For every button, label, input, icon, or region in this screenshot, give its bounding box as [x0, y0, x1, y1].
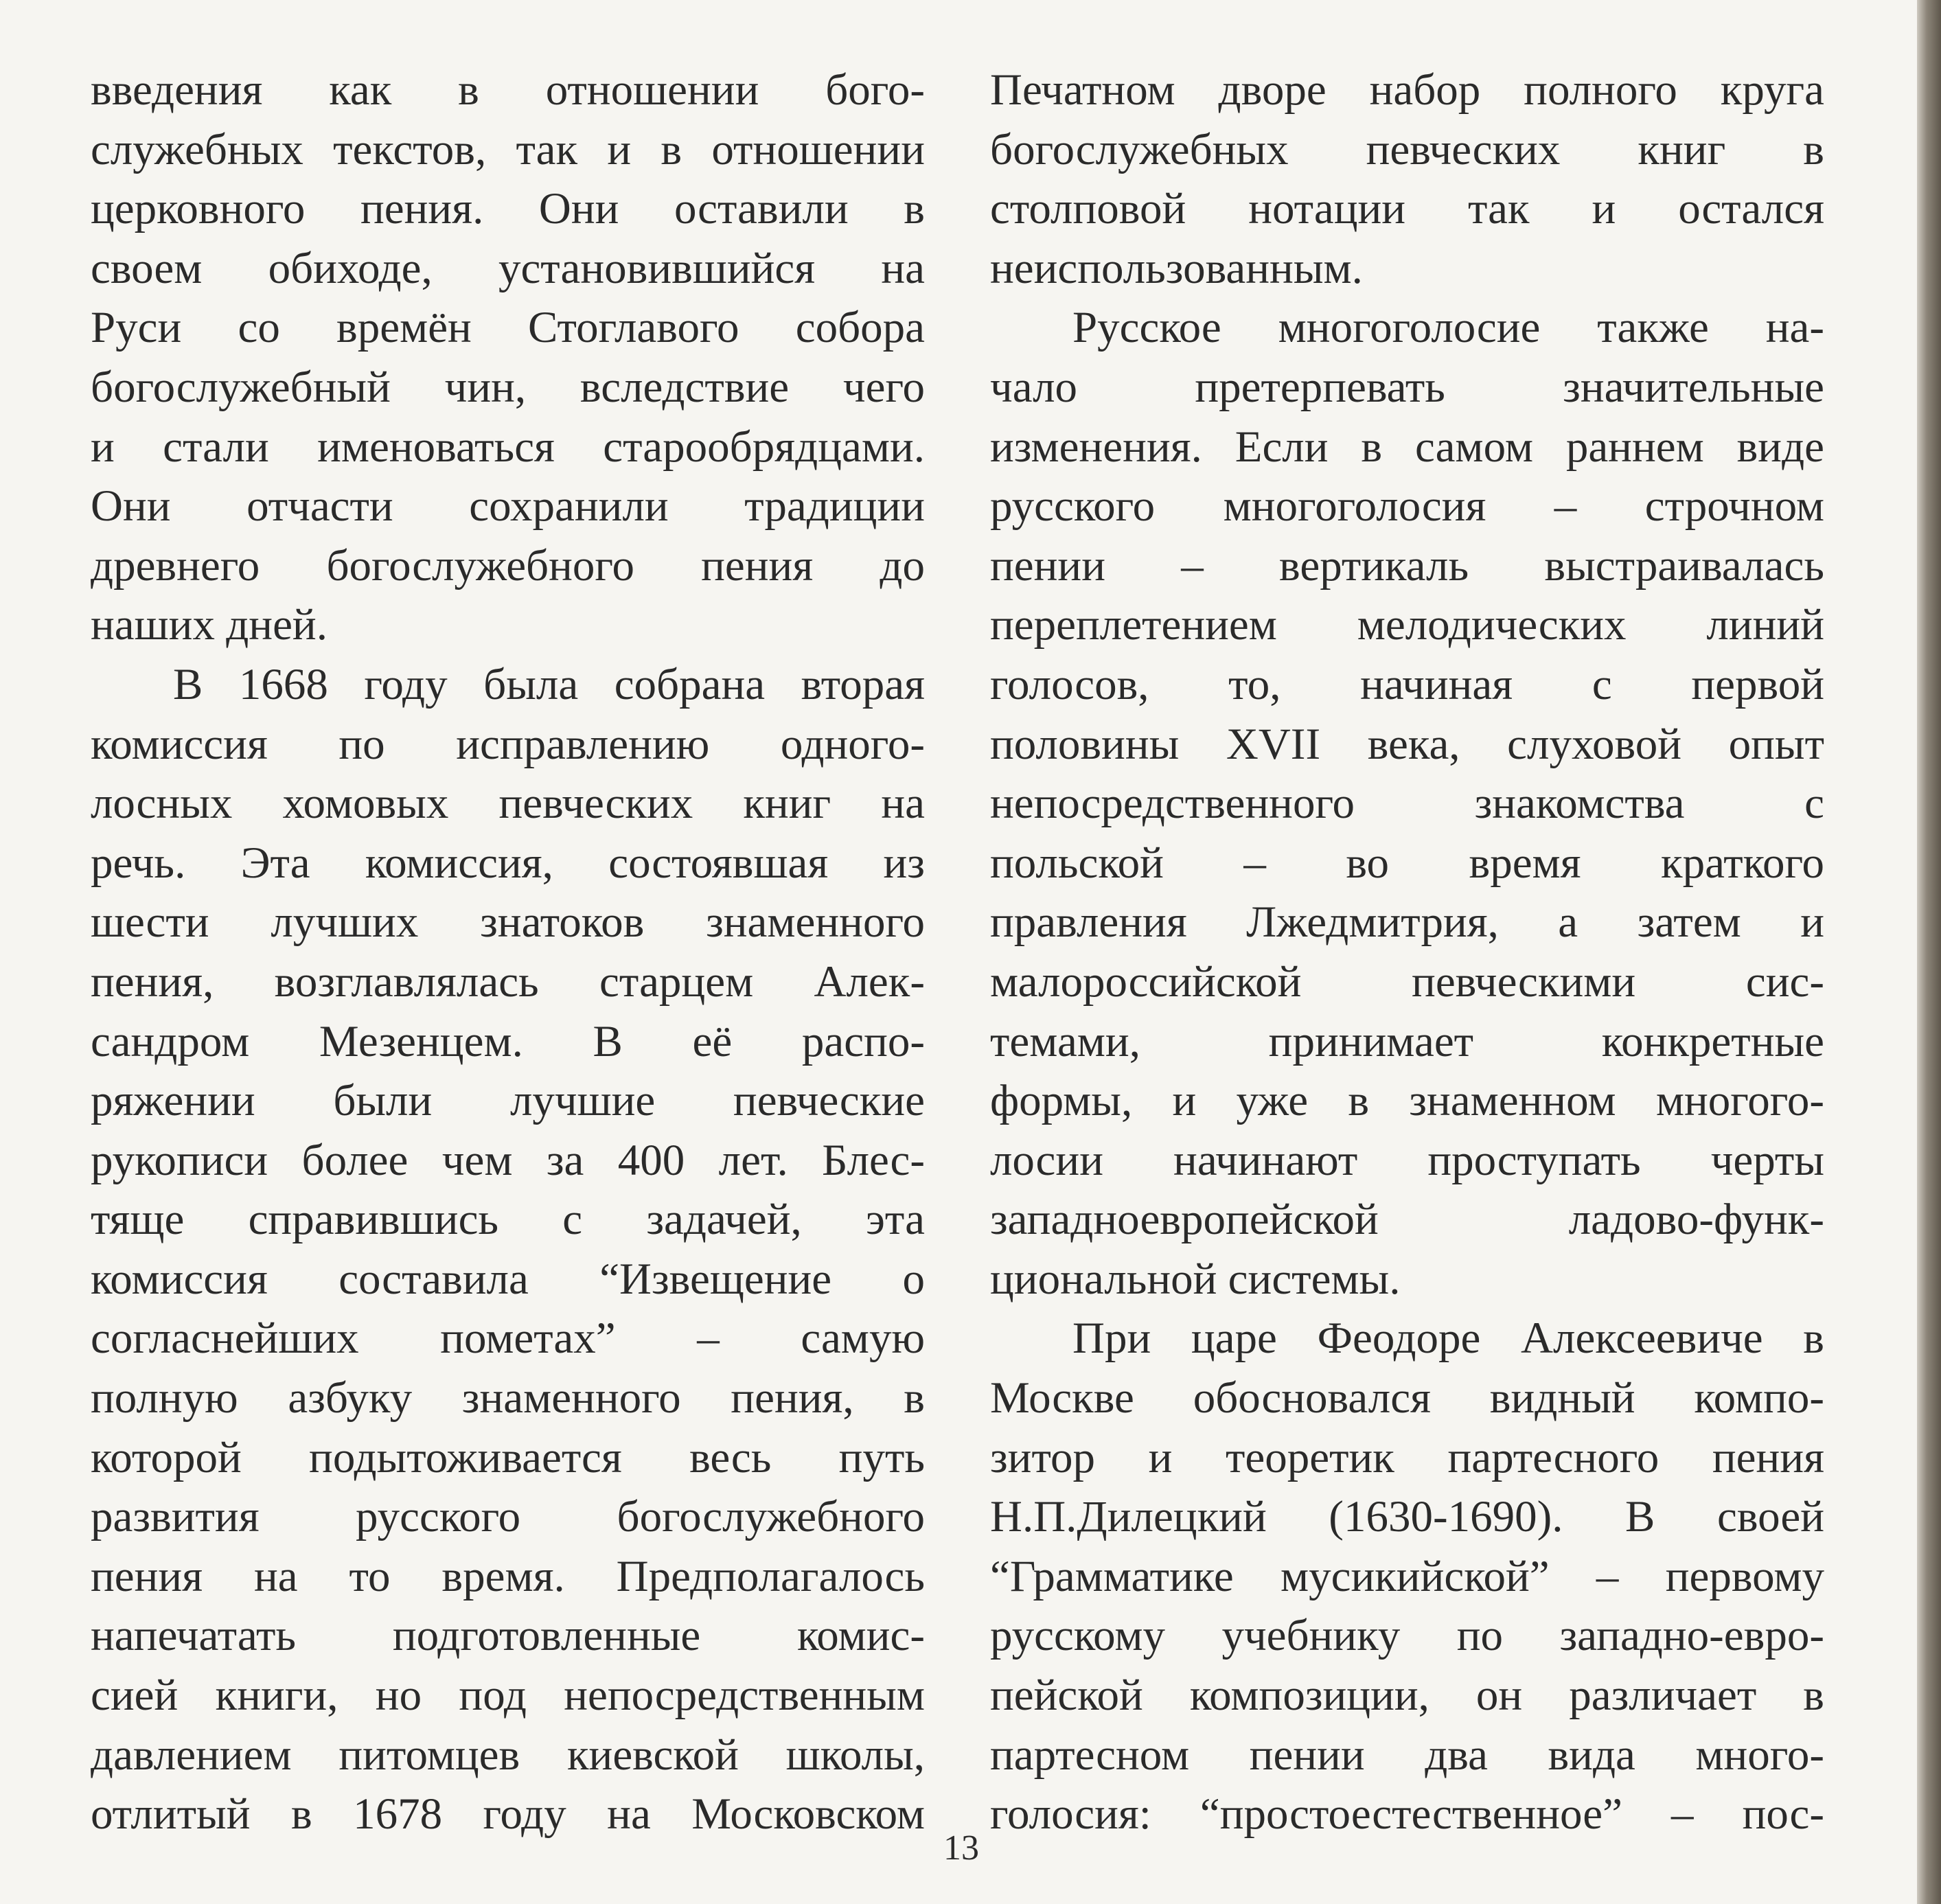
text-line: богослужебный чин, вследствие чего	[91, 362, 925, 412]
text-line: пении – вертикаль выстраивалась	[990, 540, 1824, 590]
right-text-column	[990, 60, 1824, 1844]
text-line: голосов, то, начиная с первой	[990, 659, 1824, 709]
text-line: которой подытоживается весь путь	[91, 1432, 925, 1482]
text-line: своем обиходе, установившийся на	[91, 243, 925, 293]
text-line: русского многоголосия – строчном	[990, 481, 1824, 531]
text-line: непосредственного знакомства с	[990, 779, 1824, 829]
text-line: “Грамматике мусикийской” – первому	[990, 1551, 1824, 1601]
text-line: Печатном дворе набор полного круга	[990, 65, 1824, 115]
text-line: речь. Эта комиссия, состоявшая из	[91, 838, 925, 888]
text-line: пейской композиции, он различает в	[990, 1671, 1824, 1721]
text-line: давлением питомцев киевской школы,	[91, 1730, 925, 1780]
book-spine-edge	[1917, 0, 1941, 1904]
text-line: неиспользованным.	[990, 243, 1363, 293]
text-line: и стали именоваться старообрядцами.	[91, 422, 925, 472]
text-line: введения как в отношении бого-	[91, 65, 925, 115]
text-line: малороссийской певческими сис-	[990, 956, 1824, 1007]
text-line: половины XVII века, слуховой опыт	[990, 719, 1824, 769]
text-line: богослужебных певческих книг в	[990, 124, 1824, 174]
text-line: зитор и теоретик партесного пения	[990, 1432, 1824, 1482]
text-line: Русское многоголосие также на-	[1072, 303, 1824, 353]
text-line: сандром Мезенцем. В её распо-	[91, 1016, 925, 1066]
text-line: согласнейших пометах” – самую	[91, 1314, 925, 1364]
text-line: комиссия по исправлению одного-	[91, 719, 925, 769]
text-line: формы, и уже в знаменном многого-	[990, 1076, 1824, 1126]
text-line: польской – во время краткого	[990, 838, 1824, 888]
text-line: сией книги, но под непосредственным	[91, 1671, 925, 1721]
text-line: правления Лжедмитрия, а затем и	[990, 897, 1824, 948]
text-line: напечатать подготовленные комис-	[91, 1611, 925, 1661]
text-line: чало претерпевать значительные	[990, 362, 1824, 412]
text-line: темами, принимает конкретные	[990, 1016, 1824, 1066]
text-line: рукописи более чем за 400 лет. Блес-	[91, 1135, 925, 1185]
text-line: столповой нотации так и остался	[990, 184, 1824, 234]
text-line: церковного пения. Они оставили в	[91, 184, 925, 234]
text-line: переплетением мелодических линий	[990, 600, 1824, 650]
text-line: шести лучших знатоков знаменного	[91, 897, 925, 948]
text-line: циональной системы.	[990, 1254, 1401, 1304]
text-line: пения, возглавлялась старцем Алек-	[91, 956, 925, 1007]
text-line: тяще справившись с задачей, эта	[91, 1195, 925, 1245]
text-line: комиссия составила “Извещение о	[91, 1254, 925, 1304]
text-line: лосии начинают проступать черты	[990, 1135, 1824, 1185]
text-line: пения на то время. Предполагалось	[91, 1551, 925, 1601]
text-line: служебных текстов, так и в отношении	[91, 124, 925, 174]
text-line: партесном пении два вида много-	[990, 1730, 1824, 1780]
text-line: наших дней.	[91, 600, 328, 650]
text-line: развития русского богослужебного	[91, 1492, 925, 1542]
text-line: русскому учебнику по западно-евро-	[990, 1611, 1824, 1661]
text-line: Они отчасти сохранили традиции	[91, 481, 925, 531]
text-line: древнего богослужебного пения до	[91, 540, 925, 590]
text-line: ряжении были лучшие певческие	[91, 1076, 925, 1126]
text-line: В 1668 году была собрана вторая	[173, 659, 925, 709]
text-line: западноевропейской ладово-функ-	[990, 1195, 1824, 1245]
text-line: При царе Феодоре Алексеевиче в	[1072, 1314, 1824, 1364]
text-line: отлитый в 1678 году на Московском	[91, 1789, 925, 1839]
page-number: 13	[943, 1828, 979, 1868]
left-text-column	[91, 60, 925, 1844]
text-line: лосных хомовых певческих книг на	[91, 779, 925, 829]
text-line: голосия: “простоестественное” – пос-	[990, 1789, 1824, 1839]
text-line: Руси со времён Стоглавого собора	[91, 303, 925, 353]
text-line: Н.П.Дилецкий (1630-1690). В своей	[990, 1492, 1824, 1542]
text-line: полную азбуку знаменного пения, в	[91, 1373, 925, 1423]
text-line: изменения. Если в самом раннем виде	[990, 422, 1824, 472]
text-line: Москве обосновался видный компо-	[990, 1373, 1824, 1423]
